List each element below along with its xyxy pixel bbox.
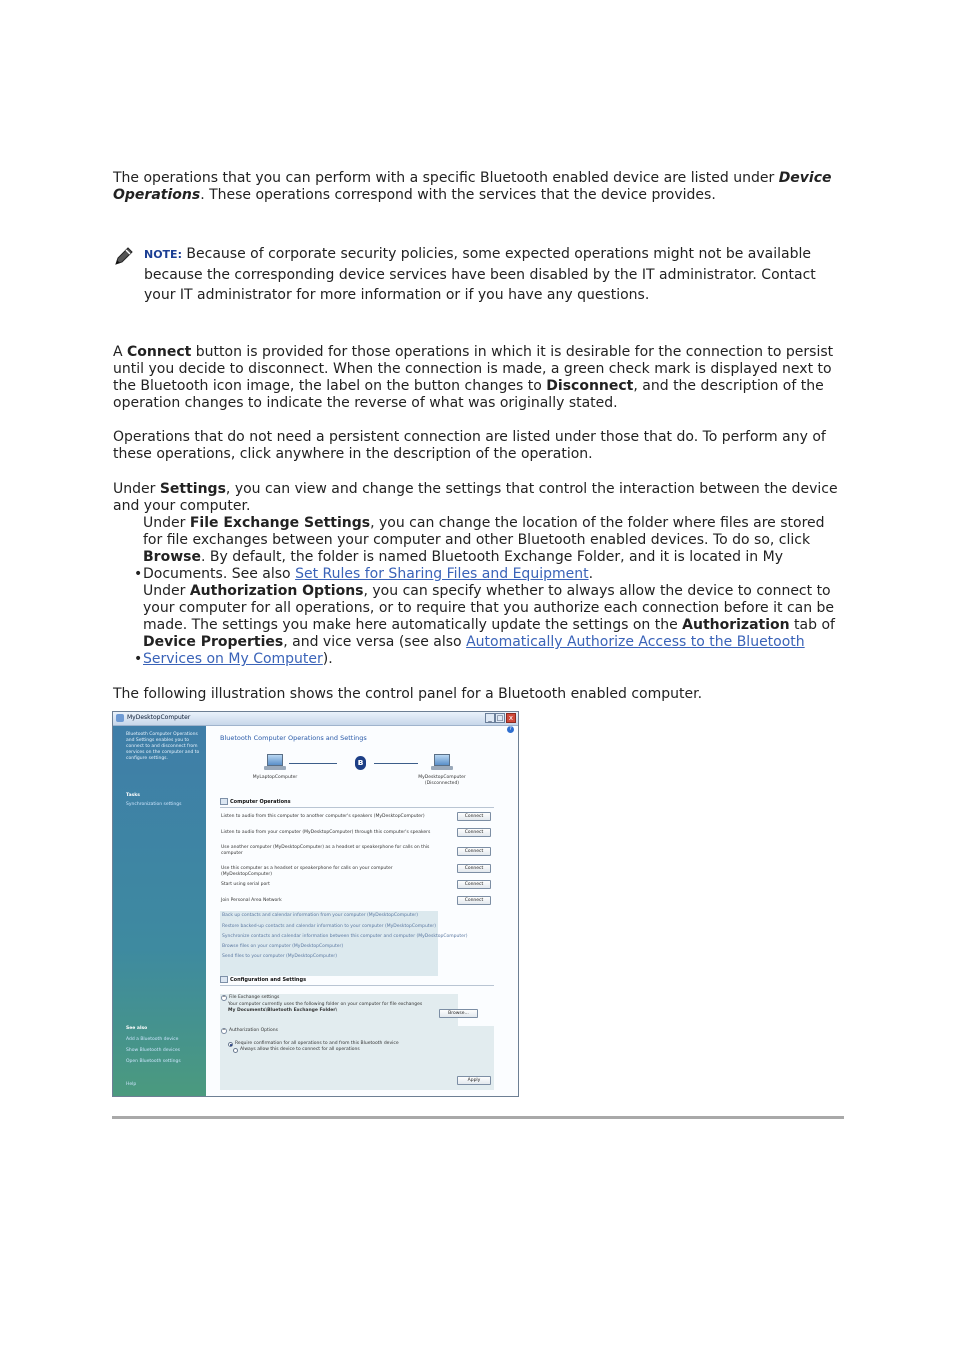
connect-text-2: button is provided for those operations in which it is desirable for the connection to persist until you decide to disconnect. When the connection is made, a green check mark is displayed next to the Bluetooth icon image, the label on the button changes to (113, 344, 834, 394)
apply-button[interactable]: Apply (457, 1076, 491, 1085)
settings-paragraph (113, 481, 843, 515)
section-divider (220, 807, 494, 808)
main-title: Bluetooth Computer Operations and Settings (220, 734, 367, 742)
open-bluetooth-settings-link[interactable]: Open Bluetooth settings (126, 1059, 181, 1064)
bullet1-text-5: . (588, 566, 594, 582)
note-label: NOTE: (144, 248, 182, 261)
bullet-marker: • (134, 651, 143, 667)
operation-this-as-headset: Use this computer as a headset or speakerphone for calls on your computer (MyDesktopComputer) (221, 866, 393, 877)
tasks-heading: Tasks (126, 793, 140, 798)
browse-button[interactable]: Browse... (439, 1009, 478, 1018)
bullet2-text-4: , and vice versa (see also (283, 634, 467, 650)
file-exchange-label: File Exchange settings (229, 995, 280, 1000)
left-task-pane (113, 726, 206, 1097)
operation-use-as-headset: Use another computer (MyDesktopComputer) as a headset or speakerphone for calls on this computer (221, 845, 430, 856)
add-bluetooth-device-link[interactable]: Add a Bluetooth device (126, 1037, 179, 1042)
bullet-file-exchange (143, 515, 843, 583)
authorization-label: Authorization Options (229, 1028, 278, 1033)
operations-paragraph: Operations that do not need a persistent connection are listed under those that do. To perform any of these operations, click anywhere in the description of the operation. (113, 429, 826, 462)
bluetooth-icon: ʙ (355, 756, 366, 770)
bullet1-text-2: , you can change the location of the folder where files are stored for file exchanges between your computer and other Bluetooth enabled devices. To do so, click (143, 515, 825, 548)
connect-text-3: , and the description of the operation changes to indicate the reverse of what was originally stated. (113, 378, 824, 411)
require-confirmation-radio[interactable] (228, 1042, 233, 1047)
note-body: Because of corporate security policies, some expected operations might not be available because the corresponding device services have been disabled by the IT administrator. Contact your IT administrator for more information or if you have any questions. (144, 246, 816, 303)
left-computer-label: MyLaptopComputer (252, 775, 298, 780)
intro-paragraph (113, 170, 843, 204)
main-pane (206, 726, 518, 1097)
settings-text: Under (113, 481, 160, 497)
connect-button[interactable]: Connect (457, 880, 491, 889)
note-text (144, 244, 844, 305)
connect-button[interactable]: Connect (457, 864, 491, 873)
connect-button[interactable]: Connect (457, 828, 491, 837)
link-set-rules-sharing[interactable]: Set Rules for Sharing Files and Equipment (295, 566, 589, 582)
desktop-computer-icon (431, 754, 453, 772)
pencil-note-icon (113, 245, 135, 267)
operation-restore-contacts[interactable]: Restore backed-up contacts and calendar information to your computer (MyDesktopComputer) (222, 924, 436, 929)
intro-device-operations: Device Operations (113, 170, 832, 203)
collapse-authorization-icon[interactable]: ^ (222, 1028, 226, 1033)
laptop-computer-icon (264, 754, 286, 772)
bullet2-text-5: ). (322, 651, 333, 667)
operation-serial-port: Start using serial port (221, 882, 270, 887)
bullet1-text: Under (143, 515, 190, 531)
computer-operations-icon (220, 798, 228, 805)
illustration-paragraph: The following illustration shows the control panel for a Bluetooth enabled computer. (113, 686, 703, 702)
require-confirmation-label: Require confirmation for all operations to and from this Bluetooth device (235, 1041, 399, 1046)
minimize-button[interactable]: _ (485, 713, 495, 723)
connect-button[interactable]: Connect (457, 812, 491, 821)
maximize-button[interactable]: □ (496, 714, 504, 722)
authorization-group (220, 1026, 494, 1090)
disconnect-bold: Disconnect (546, 378, 634, 394)
connection-line (374, 763, 418, 764)
connect-button[interactable]: Connect (457, 847, 491, 856)
always-allow-label: Always allow this device to connect for all operations (240, 1047, 360, 1052)
right-computer-label: MyDesktopComputer (418, 775, 466, 780)
close-button[interactable]: x (506, 713, 516, 723)
intro-text-2: . These operations correspond with the services that the device provides. (200, 187, 716, 203)
help-link[interactable]: Help (126, 1082, 137, 1087)
bullet2-text: Under (143, 583, 190, 599)
connection-line (289, 763, 337, 764)
right-computer-status: (Disconnected) (424, 781, 460, 786)
help-icon[interactable]: ? (507, 726, 514, 733)
window-titlebar (113, 712, 518, 726)
connect-bold: Connect (127, 344, 192, 360)
operation-listen-audio-to: Listen to audio from this computer to another computer's speakers (MyDesktopComputer) (221, 814, 425, 819)
window-app-icon (116, 714, 124, 722)
bullet1-text-4: Documents. See also (143, 566, 296, 582)
computer-operations-heading: Computer Operations (230, 799, 291, 805)
link-auto-authorize[interactable]: Automatically Authorize Access to the Bluetooth (466, 634, 805, 650)
window-title: MyDesktopComputer (127, 714, 191, 721)
left-pane-description: Bluetooth Computer Operations and Settings enables you to connect to and disconnect from services on the computer and to configure settings. (126, 732, 200, 761)
settings-text-2: , you can view and change the settings that control the interaction between the device and your computer. (113, 481, 838, 514)
bullet2-text-3: tab of (789, 617, 835, 633)
sync-settings-link[interactable]: Synchronization settings (126, 802, 182, 807)
bullet-authorization (143, 583, 843, 668)
file-exchange-description: Your computer currently uses the following folder on your computer for file exchanges (228, 1002, 423, 1007)
operation-browse-files[interactable]: Browse files on your computer (MyDesktopComputer) (222, 944, 344, 949)
bullet2-authorization-bold: Authorization (682, 617, 790, 633)
horizontal-rule (112, 1116, 844, 1119)
bullet1-text-3: . By default, the folder is named Bluetooth Exchange Folder, and it is located in My (200, 549, 783, 565)
link-services-on-computer[interactable]: Services on My Computer (143, 651, 323, 667)
show-bluetooth-devices-link[interactable]: Show Bluetooth devices (126, 1048, 180, 1053)
see-also-heading: See also (126, 1026, 148, 1031)
operation-backup-contacts[interactable]: Back up contacts and calendar information from your computer (MyDesktopComputer) (222, 913, 418, 918)
connect-button[interactable]: Connect (457, 896, 491, 905)
operation-listen-audio-from: Listen to audio from your computer (MyDesktopComputer) through this computer's speakers (221, 830, 431, 835)
operation-personal-area-network: Join Personal Area Network (221, 898, 282, 903)
settings-bold: Settings (159, 481, 226, 497)
connect-paragraph (113, 344, 843, 412)
bullet2-text-2: , you can specify whether to always allow the device to connect to your computer for all operations, or to require that you authorize each connection before it can be made. The settings you make here automatically update the settings on the (143, 583, 835, 633)
intro-text: The operations that you can perform with a specific Bluetooth enabled device are listed under (113, 170, 779, 186)
configuration-heading: Configuration and Settings (230, 977, 307, 983)
configuration-icon (220, 976, 228, 983)
collapse-file-exchange-icon[interactable]: ^ (222, 995, 226, 1000)
section-divider (220, 985, 494, 986)
bullet-marker: • (134, 566, 143, 582)
connect-text: A (113, 344, 128, 360)
operation-send-files[interactable]: Send files to your computer (MyDesktopComputer) (222, 954, 338, 959)
file-exchange-path: My Documents\Bluetooth Exchange Folder\ (228, 1008, 338, 1013)
bluetooth-control-panel-window (112, 711, 519, 1097)
bullet1-browse-bold: Browse (143, 549, 201, 565)
bullet1-bold: File Exchange Settings (189, 515, 371, 531)
bullet2-device-properties-bold: Device Properties (143, 634, 284, 650)
bullet2-bold: Authorization Options (189, 583, 364, 599)
always-allow-radio[interactable] (233, 1048, 238, 1053)
operation-sync-contacts[interactable]: Synchronize contacts and calendar information between this computer and computer (MyDesktopComputer) (222, 934, 468, 939)
